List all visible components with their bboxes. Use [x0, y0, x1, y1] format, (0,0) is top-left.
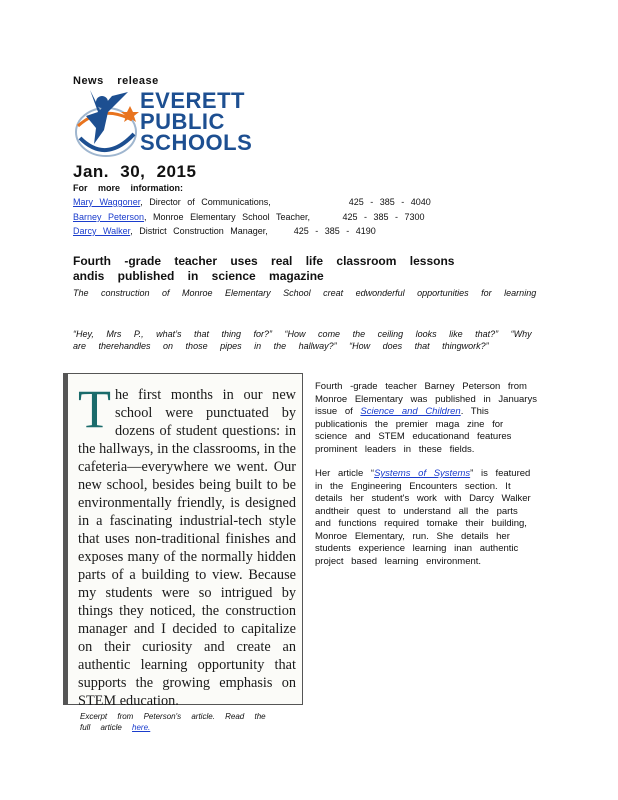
body-paragraph-2 — [315, 468, 540, 568]
contact-row — [73, 212, 425, 222]
contact-role: , Director of Communications, — [140, 197, 271, 207]
contact-phone: 425 - 385 - 7300 — [342, 212, 425, 222]
logo-line-schools: SCHOOLS — [140, 130, 253, 155]
contact-link-darcy-walker[interactable]: Darcy Walker — [73, 226, 131, 236]
contact-role: , Monroe Elementary School Teacher, — [144, 212, 310, 222]
paragraph-text: Fourth -grade teacher Barney Peterson from Monroe Elementary was published in Januarys issue of — [315, 381, 537, 417]
logo-line-everett: EVERETT — [140, 88, 245, 113]
article-excerpt-image — [67, 373, 303, 709]
science-and-children-link[interactable]: Science and Children — [360, 406, 461, 417]
paragraph-text: Her article “ — [315, 468, 375, 479]
more-information-label: For more information: — [73, 183, 183, 193]
contact-phone: 425 - 385 - 4040 — [348, 197, 431, 207]
paragraph-text: . This publicationis the premier maga zine for science and STEM educationand features prominent leaders in these fields. — [315, 406, 512, 455]
systems-of-systems-link[interactable]: Systems of Systems — [374, 468, 471, 479]
body-paragraph-1 — [315, 381, 540, 456]
paragraph-text: ” is featured in the Engineering Encounters section. It details her student's work with Darcy Walker andtheir quest to understand all the parts and functions required tomake their building, Monroe Elementary, run. She details her students experience learning inan authentic project based learning environment. — [315, 468, 531, 567]
contact-row — [73, 226, 376, 236]
subheadline: The construction of Monroe Elementary School creat edwonderful opportunities for learning — [73, 288, 537, 298]
news-release-label: News release — [73, 75, 159, 87]
headline: Fourth -grade teacher uses real life classroom lessons andis published in science magazine — [73, 254, 455, 283]
logo-line-public: PUBLIC — [140, 109, 225, 134]
drop-cap-letter: T — [78, 379, 111, 439]
student-questions-quote: “Hey, Mrs P., what’s that thing for?” “How come the ceiling looks like that?” “Why are therehandles on those pipes in the hallway?” “How does that thingwork?” — [73, 329, 532, 351]
release-date: Jan. 30, 2015 — [73, 162, 197, 181]
contact-phone: 425 - 385 - 4190 — [293, 226, 376, 236]
contact-role: , District Construction Manager, — [130, 226, 268, 236]
excerpt-caption — [80, 711, 280, 733]
everett-public-schools-logo — [72, 86, 252, 164]
contact-link-barney-peterson[interactable]: Barney Peterson — [73, 212, 145, 222]
body-text-column — [315, 381, 540, 580]
contact-row — [73, 197, 431, 207]
caption-text: Excerpt from Peterson's article. Read the full article — [80, 712, 266, 732]
contact-link-mary-waggoner[interactable]: Mary Waggoner — [73, 197, 141, 207]
excerpt-text: he first months in our new school were punctuated by dozens of student questions: in the hallways, in the classrooms, in the cafeteria—everywhere we went. Our new school, besides being built to be environmentally friendly, is designed in a fascinating industrial-tech style that uses non-traditional finishes and exposes many of the normally hidden parts of a building to view. Because my students were so intrigued by things they noticed, the construction manager and I decided to capitalize on their curiosity and create an authentic learning opportunity that supports the growing emphasis on STEM education. — [78, 387, 296, 709]
read-full-article-link[interactable]: here. — [132, 723, 151, 732]
